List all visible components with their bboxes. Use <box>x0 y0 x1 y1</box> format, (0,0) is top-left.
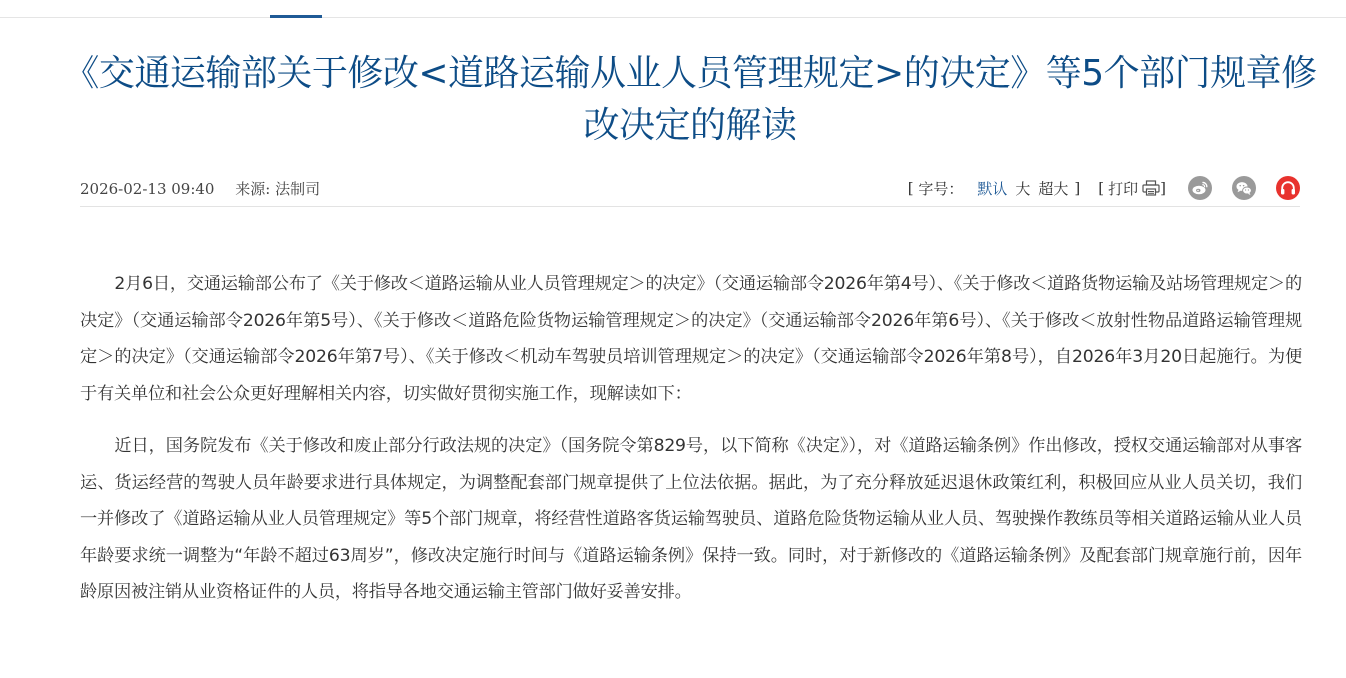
publish-date: 2026-02-13 09:40 <box>80 180 215 198</box>
bracket-close: ] <box>1074 179 1081 197</box>
bracket-open: [ <box>907 179 919 197</box>
font-size-label: 字号： <box>918 179 964 198</box>
print-bracket-close: ] <box>1160 179 1166 197</box>
article-meta-info <box>80 178 320 199</box>
weibo-icon[interactable] <box>1188 176 1212 200</box>
article-paragraph: 近日，国务院发布《关于修改和废止部分行政法规的决定》（国务院令第829号，以下简称《决定》），对《道路运输条例》作出修改，授权交通运输部对从事客运、货运经营的驾驶人员年龄要求进行具体规定，为调整配套部门规章提供了上位法依据。据此，为了充分释放延迟退休政策红利，积极回应从业人员关切，我们一并修改了《道路运输从业人员管理规定》等5个部门规章，将经营性道路客货运输驾驶员、道路危险货物运输从业人员、驾驶操作教练员等相关道路运输从业人员年龄要求统一调整为“年龄不超过63周岁”，修改决定施行时间与《道路运输条例》保持一致。同时，对于新修改的《道路运输条例》及配套部门规章施行前，因年龄原因被注销从业资格证件的人员，将指导各地交通运输主管部门做好妥善安排。 <box>80 436 1302 602</box>
listen-icon[interactable] <box>1276 176 1300 200</box>
article-tools <box>908 176 1300 200</box>
print-label: 打印 <box>1108 179 1139 198</box>
article-source: 来源: 法制司 <box>235 180 321 198</box>
article-meta-bar <box>80 170 1300 207</box>
active-tab-indicator <box>270 15 322 18</box>
printer-icon <box>1142 180 1160 196</box>
font-size-default[interactable]: 默认 <box>977 179 1008 198</box>
font-size-xlarge[interactable]: 超大 <box>1038 179 1069 198</box>
print-bracket-open: [ <box>1098 179 1105 197</box>
print-button[interactable] <box>1098 178 1166 199</box>
font-size-large[interactable]: 大 <box>1015 179 1031 198</box>
article-body <box>80 266 1302 627</box>
article-paragraph: 2月6日，交通运输部公布了《关于修改＜道路运输从业人员管理规定＞的决定》（交通运输部令2026年第4号）、《关于修改＜道路货物运输及站场管理规定＞的决定》（交通运输部令2026年第5号）、《关于修改＜道路危险货物运输管理规定＞的决定》（交通运输部令2026年第6号）、《关于修改＜放射性物品道路运输管理规定＞的决定》（交通运输部令2026年第7号）、《关于修改＜机动车驾驶员培训管理规定＞的决定》（交通运输部令2026年第8号），自2026年3月20日起施行。为便于有关单位和社会公众更好理解相关内容，切实做好贯彻实施工作，现解读如下： <box>80 274 1302 404</box>
article-title: 《交通运输部关于修改<道路运输从业人员管理规定>的决定》等5个部门规章修改决定的解读 <box>63 53 1317 146</box>
top-nav-border <box>0 17 1346 18</box>
wechat-icon[interactable] <box>1232 176 1256 200</box>
